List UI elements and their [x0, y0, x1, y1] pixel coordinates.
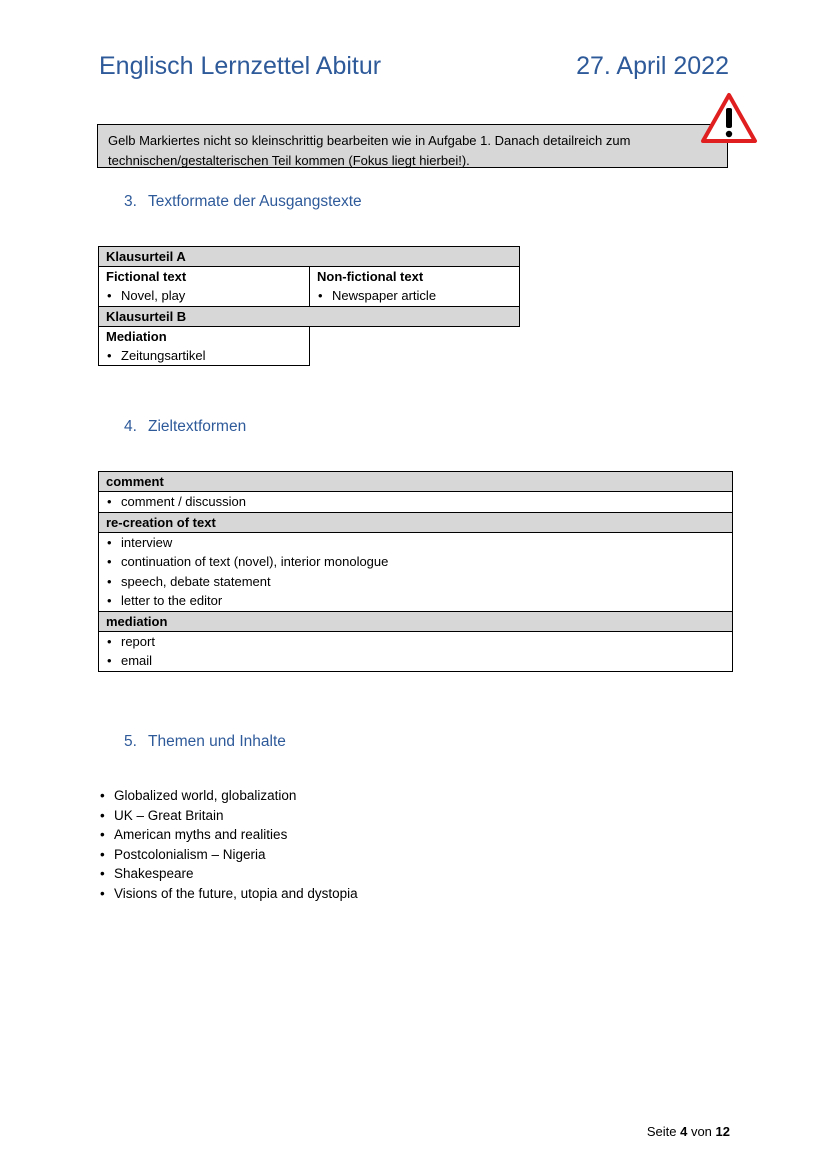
- table-cell: [99, 492, 733, 513]
- table-header: mediation: [99, 611, 733, 631]
- page-separator: von: [690, 1124, 712, 1139]
- cell-title: Mediation: [106, 328, 167, 344]
- table-cell: [99, 631, 733, 671]
- note-box: [97, 124, 728, 168]
- list-item: • Newspaper article: [317, 286, 512, 306]
- table-header: re-creation of text: [99, 512, 733, 532]
- cell-title: Non-fictional text: [317, 269, 424, 284]
- document-date: 27. April 2022: [576, 52, 729, 80]
- cell-title: Fictional text: [106, 269, 187, 284]
- table-cell: [99, 326, 310, 366]
- list-item: • American myths and realities: [99, 825, 358, 845]
- warning-icon: [700, 92, 758, 144]
- page-label: Seite: [646, 1124, 677, 1139]
- page-number: [647, 1124, 730, 1139]
- section-number: 3.: [124, 193, 137, 210]
- themes-list: [99, 786, 358, 903]
- current-page: 4: [680, 1124, 688, 1139]
- note-text: Gelb Markiertes nicht so kleinschrittig bearbeiten wie in Aufgabe 1. Danach detailreich zum technischen/gestalterischen Teil kommen (Fokus liegt hierbei!).: [108, 133, 631, 168]
- section-3-heading: [124, 193, 362, 211]
- table-cell: [99, 267, 310, 307]
- section-5-heading: [124, 733, 286, 751]
- document-title: Englisch Lernzettel Abitur: [99, 52, 382, 80]
- list-item: • speech, debate statement: [106, 572, 725, 592]
- list-item: • Shakespeare: [99, 864, 358, 884]
- source-text-formats-table: [98, 246, 520, 366]
- section-number: 5.: [124, 733, 137, 750]
- list-item: • report: [106, 632, 725, 652]
- section-4-heading: [124, 418, 246, 436]
- list-item: • Zeitungsartikel: [106, 346, 302, 366]
- table-header: Klausurteil B: [99, 306, 520, 326]
- table-cell: [99, 532, 733, 611]
- list-item: • letter to the editor: [106, 591, 725, 611]
- list-item: • comment / discussion: [106, 492, 725, 512]
- table-header: comment: [99, 472, 733, 492]
- list-item: • Visions of the future, utopia and dystopia: [99, 884, 358, 904]
- list-item: • UK – Great Britain: [99, 806, 358, 826]
- section-title: Textformate der Ausgangstexte: [148, 193, 362, 210]
- list-item: • Globalized world, globalization: [99, 786, 358, 806]
- table-cell: [310, 267, 520, 307]
- table-header: Klausurteil A: [99, 247, 520, 267]
- section-title: Zieltextformen: [148, 418, 247, 435]
- list-item: • interview: [106, 533, 725, 553]
- section-number: 4.: [124, 418, 137, 435]
- list-item: • Postcolonialism – Nigeria: [99, 845, 358, 865]
- list-item: • Novel, play: [106, 286, 302, 306]
- total-pages: 12: [715, 1124, 730, 1139]
- list-item: • continuation of text (novel), interior monologue: [106, 552, 725, 572]
- section-title: Themen und Inhalte: [148, 733, 286, 750]
- list-item: • email: [106, 651, 725, 671]
- target-text-forms-table: [98, 471, 733, 672]
